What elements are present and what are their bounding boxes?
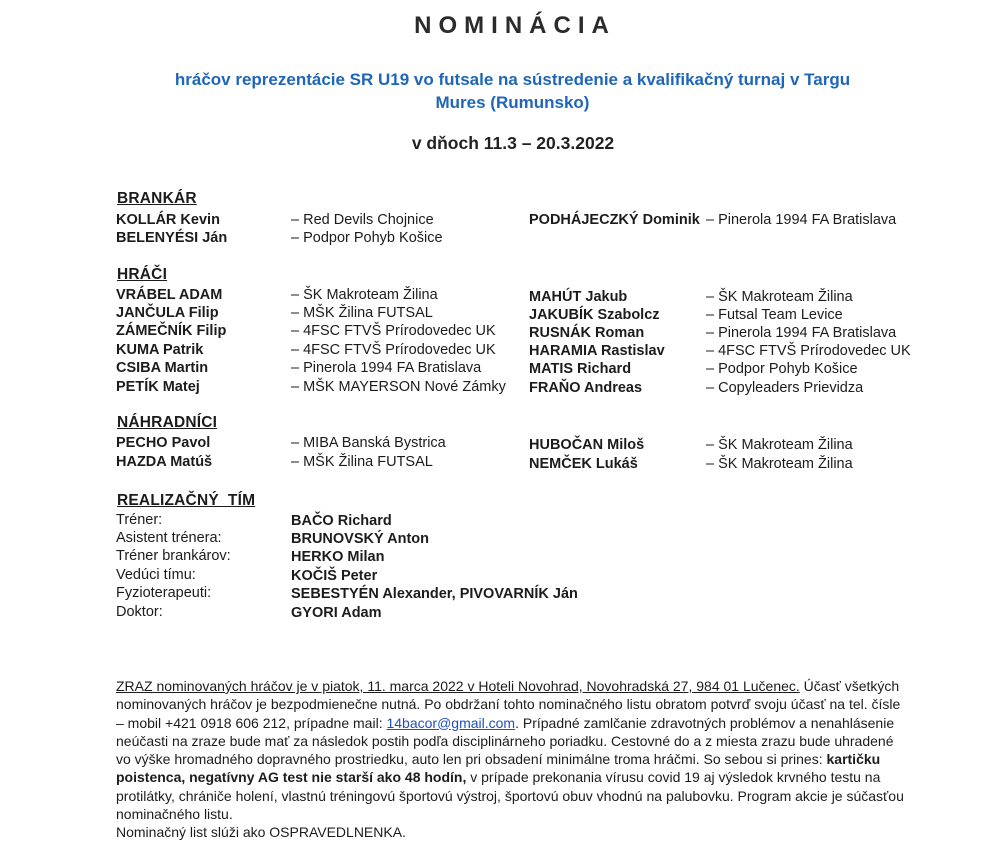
player-name: RUSNÁK Roman (529, 325, 645, 341)
player-name: KUMA Patrik (116, 342, 204, 358)
staff-role: Tréner brankárov: (116, 548, 231, 564)
substitute-club: – ŠK Makroteam Žilina (706, 437, 853, 453)
player-club: – Podpor Pohyb Košice (706, 361, 858, 377)
player-name: ZÁMEČNÍK Filip (116, 323, 227, 339)
player-club: – MŠK Žilina FUTSAL (291, 305, 433, 321)
player-club: – MŠK MAYERSON Nové Zámky (291, 379, 506, 395)
staff-role: Tréner: (116, 512, 163, 528)
goalkeeper-name: PODHÁJECZKÝ Dominik (529, 212, 700, 228)
section-heading-staff: REALIZAČNÝ TÍM (117, 492, 256, 509)
staff-role: Doktor: (116, 604, 163, 620)
section-heading-players: HRÁČI (117, 266, 168, 283)
player-club: – Pinerola 1994 FA Bratislava (706, 325, 897, 341)
section-heading-goalkeepers: BRANKÁR (117, 190, 197, 207)
notice-text-1: Účasť všetkých nominovaných hráčov je bezpodmienečne nutná. Po obdržaní tohto nominačného listu obratom potvrď svoju účasť na tel. čísle – mobil +421 0918 606 212, prípadne mail: (116, 678, 901, 731)
goalkeeper-name: BELENYÉSI Ján (116, 230, 228, 246)
player-club: – 4FSC FTVŠ Prírodovedec UK (706, 343, 911, 359)
player-club: – ŠK Makroteam Žilina (291, 287, 438, 303)
event-dates: v dňoch 11.3 – 20.3.2022 (411, 133, 615, 153)
substitute-club: – MŠK Žilina FUTSAL (291, 454, 433, 470)
substitute-name: NEMČEK Lukáš (529, 456, 638, 472)
player-club: – 4FSC FTVŠ Prírodovedec UK (291, 323, 496, 339)
player-club: – Futsal Team Levice (706, 307, 843, 323)
notice-text-3: v prípade prekonania vírusu covid 19 aj výsledok krvného testu na protilátky, chrániče holení, vlastnú tréningovú športovú výstroj, športovú obuv vhodnú na palubovku. Program akcie je súčasťou nominačného listu. (116, 769, 904, 823)
staff-role: Fyzioterapeuti: (116, 585, 212, 601)
staff-name: BRUNOVSKÝ Anton (291, 531, 430, 547)
substitute-club: – ŠK Makroteam Žilina (706, 456, 853, 472)
notice-required-items: kartičku poistenca, negatívny AG test nie starší ako 48 hodín, (116, 751, 881, 786)
subtitle-line-1: hráčov reprezentácie SR U19 vo futsale na sústredenie a kvalifikačný turnaj v Targu (174, 70, 851, 89)
substitute-club: – MIBA Banská Bystrica (291, 435, 446, 451)
player-name: PETÍK Matej (116, 379, 200, 395)
goalkeeper-club: – Podpor Pohyb Košice (291, 230, 443, 246)
notice-text-2: . Prípadné zamlčanie zdravotných problémov a nenahlásenie neúčasti na zraze bude mať za následok postih podľa disciplinárneho poriadku. Cestovné do a z miesta zrazu bude uhradené vo výške hromadného dopravného prostriedku, auto len pri obsadení minimálne troma hráčmi. So sebou si prines: (116, 714, 895, 768)
contact-email-link[interactable]: 14bacor@gmail.com (386, 714, 516, 731)
player-club: – 4FSC FTVŠ Prírodovedec UK (291, 342, 496, 358)
meeting-info: ZRAZ nominovaných hráčov je v piatok, 11. marca 2022 v Hoteli Novohrad, Novohradská 27, 984 01 Lučenec. (116, 678, 800, 694)
document-title: NOMINÁCIA (414, 12, 616, 39)
subtitle-line-2: Mures (Rumunsko) (435, 93, 590, 112)
notice-footer: Nominačný list slúži ako OSPRAVEDLNENKA. (116, 824, 406, 841)
player-name: MATIS Richard (529, 361, 632, 377)
goalkeeper-club: – Red Devils Chojnice (291, 212, 434, 228)
staff-role: Asistent trénera: (116, 530, 222, 546)
player-name: CSIBA Martin (116, 360, 209, 376)
substitute-name: HUBOČAN Miloš (529, 437, 645, 453)
goalkeeper-name: KOLLÁR Kevin (116, 212, 220, 228)
substitute-name: PECHO Pavol (116, 435, 211, 451)
staff-name: HERKO Milan (291, 549, 385, 565)
staff-name: GYORI Adam (291, 605, 382, 621)
goalkeeper-club: – Pinerola 1994 FA Bratislava (706, 212, 897, 228)
player-club: – ŠK Makroteam Žilina (706, 289, 853, 305)
player-name: MAHÚT Jakub (529, 289, 628, 305)
staff-role: Vedúci tímu: (116, 567, 196, 583)
player-name: JANČULA Filip (116, 305, 219, 321)
player-name: JAKUBÍK Szabolcz (529, 307, 660, 323)
player-name: FRAŇO Andreas (529, 380, 643, 396)
section-heading-substitutes: NÁHRADNÍCI (117, 414, 218, 431)
substitute-name: HAZDA Matúš (116, 454, 213, 470)
player-club: – Copyleaders Prievidza (706, 380, 864, 396)
staff-name: SEBESTYÉN Alexander, PIVOVARNÍK Ján (291, 586, 578, 602)
notice-paragraph (116, 677, 906, 842)
staff-name: BAČO Richard (291, 513, 392, 529)
document-subtitle (100, 68, 925, 114)
player-name: VRÁBEL ADAM (116, 287, 223, 303)
player-name: HARAMIA Rastislav (529, 343, 665, 359)
player-club: – Pinerola 1994 FA Bratislava (291, 360, 482, 376)
staff-name: KOČIŠ Peter (291, 568, 378, 584)
